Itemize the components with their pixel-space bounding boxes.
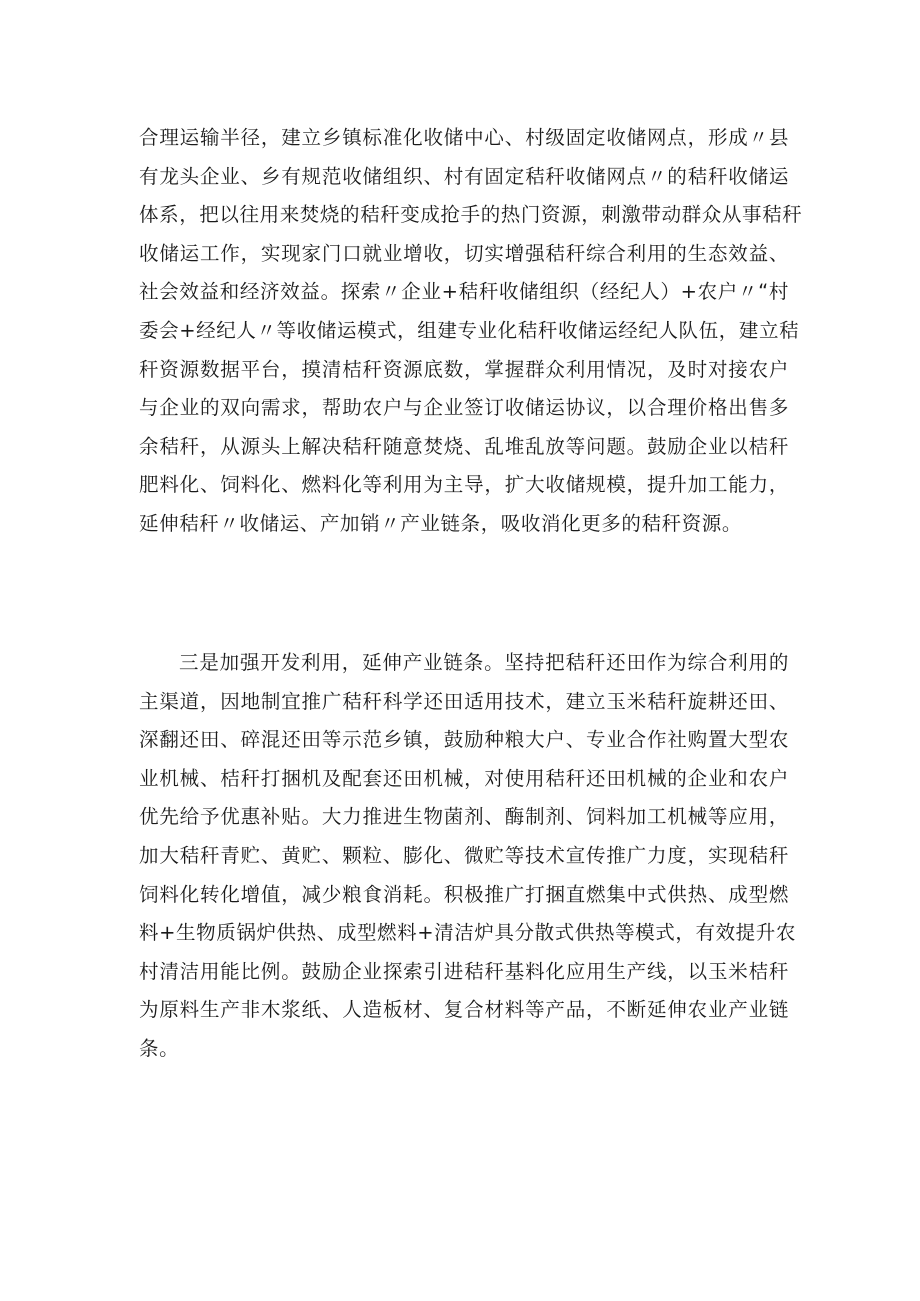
paragraph-development-utilization	[139, 644, 796, 1069]
text-line: 饲料化转化增值，减少粮食消耗。积极推广打捆直燃集中式供热、成型燃	[139, 882, 789, 906]
text-line: 余秸秆，从源头上解决秸秆随意焚烧、乱堆乱放等问题。鼓励企业以桔秆	[139, 434, 789, 458]
text-line: 加大秸秆青贮、黄贮、颗粒、膨化、微贮等技术宣传推广力度，实现秸秆	[139, 843, 789, 867]
text-line: 社会效益和经济效益。探索〃企业+秸秆收储组织（经纪人）+农户〃“村	[139, 280, 789, 304]
text-line: 体系，把以往用来焚烧的秸秆变成抢手的热门资源，刺激带动群众从事秸秆	[139, 203, 803, 227]
text-line: 业机械、桔秆打捆机及配套还田机械，对使用秸秆还田机械的企业和农户	[139, 766, 789, 790]
text-line: 为原料生产非木浆纸、人造板材、复合材料等产品，不断延伸农业产业链	[139, 998, 789, 1022]
text-line: 委会+经纪人〃等收储运模式，组建专业化秸秆收储运经纪人队伍，建立秸	[139, 318, 800, 342]
text-line: 延伸秸秆〃收储运、产加销〃产业链条，吸收消化更多的秸秆资源。	[139, 511, 743, 535]
text-line: 有龙头企业、乡有规范收储组织、村有固定秸秆收储网点〃的秸秆收储运	[139, 164, 789, 188]
text-line: 与企业的双向需求，帮助农户与企业签订收储运协议，以合理价格出售多	[139, 396, 789, 420]
text-line: 秆资源数据平台，摸清桔秆资源底数，掌握群众利用情况，及时对接农户	[139, 357, 789, 381]
text-line: 村清洁用能比例。鼓励企业探索引进秸秆基料化应用生产线，以玉米桔秆	[139, 959, 789, 983]
text-line: 料+生物质锅炉供热、成型燃料+清洁炉具分散式供热等模式，有效提升农	[139, 921, 796, 945]
paragraph-straw-collection	[139, 119, 803, 544]
text-line-first: 三是加强开发利用，延伸产业链条。坚持把秸秆还田作为综合利用的	[179, 651, 789, 674]
text-line: 深翻还田、碎混还田等示范乡镇，鼓励种粮大户、专业合作社购置大型农	[139, 728, 789, 752]
text-line: 合理运输半径，建立乡镇标准化收储中心、村级固定收储网点，形成〃县	[139, 126, 789, 149]
text-line: 条。	[139, 1036, 180, 1060]
text-line: 主渠道，因地制宜推广秸秆科学还田适用技术，建立玉米秸秆旋耕还田、	[139, 689, 789, 713]
text-line: 收储运工作，实现家门口就业增收，切实增强秸秆综合利用的生态效益、	[139, 241, 789, 265]
text-line: 肥料化、饲料化、燃料化等利用为主导，扩大收储规模，提升加工能力，	[139, 473, 789, 497]
text-line: 优先给予优惠补贴。大力推进生物菌剂、酶制剂、饲料加工机械等应用，	[139, 805, 789, 829]
